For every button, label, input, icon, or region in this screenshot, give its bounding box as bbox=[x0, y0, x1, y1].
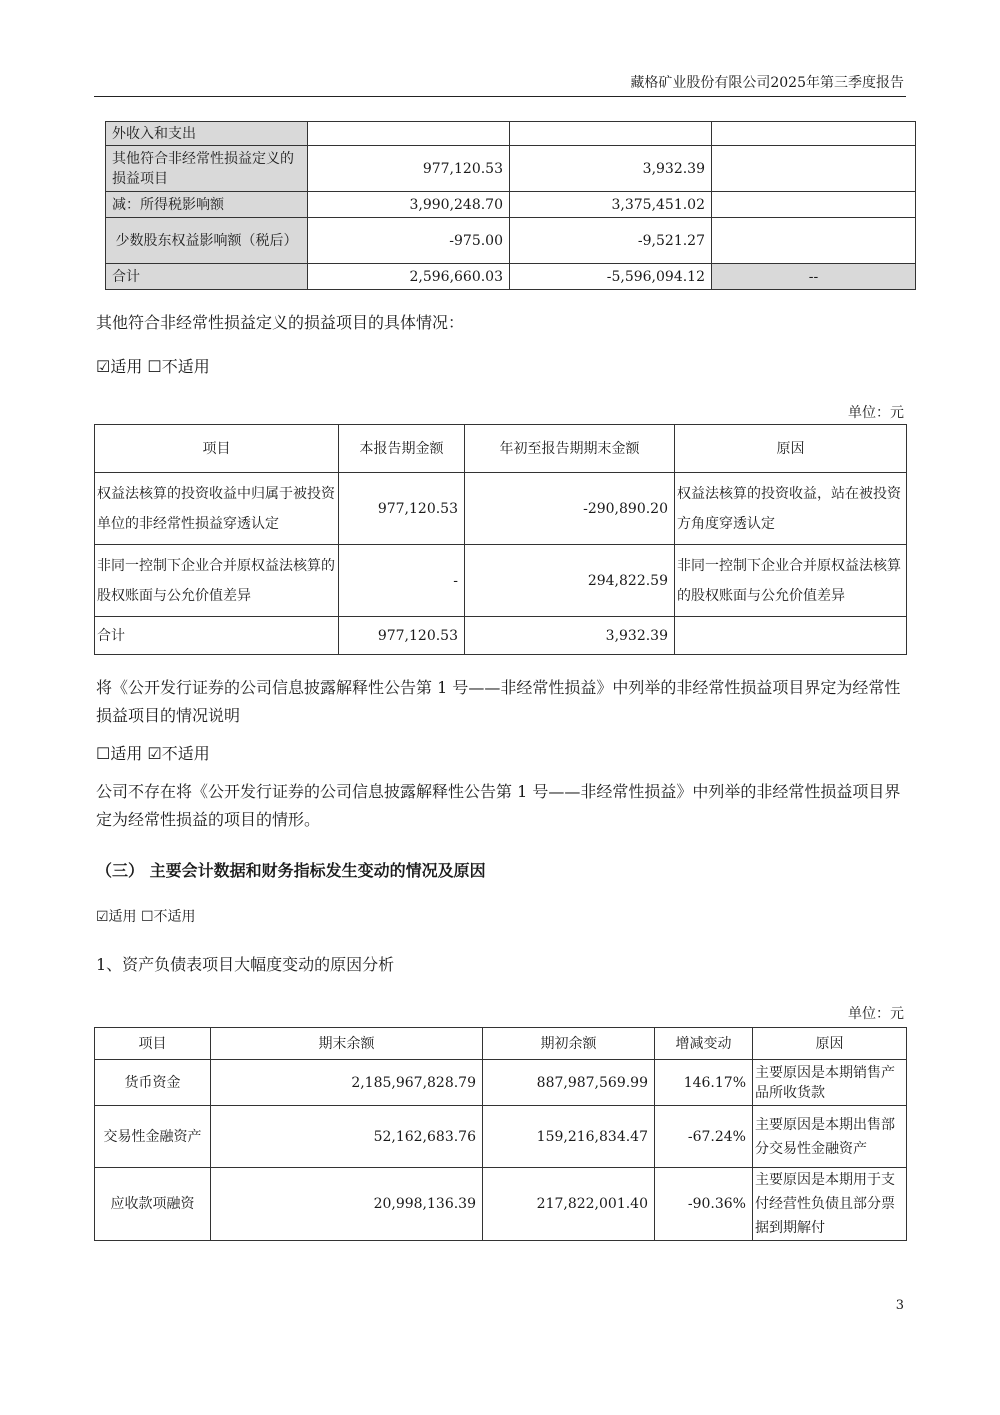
table-row bbox=[95, 1028, 907, 1060]
table-cell: -- bbox=[712, 264, 916, 290]
table-cell: 货币资金 bbox=[95, 1060, 211, 1106]
table-cell: 3,932.39 bbox=[510, 146, 712, 192]
table-cell: 少数股东权益影响额（税后） bbox=[106, 218, 308, 264]
balance-sheet-subheading: 1、资产负债表项目大幅度变动的原因分析 bbox=[96, 955, 395, 974]
table-cell: 主要原因是本期用于支付经营性负债且部分票据到期解付 bbox=[753, 1168, 907, 1241]
table-cell: 3,932.39 bbox=[465, 617, 675, 655]
table-cell bbox=[308, 122, 510, 146]
table-row bbox=[106, 218, 916, 264]
column-header: 本报告期金额 bbox=[339, 425, 465, 473]
table-cell: 外收入和支出 bbox=[106, 122, 308, 146]
table-row bbox=[106, 146, 916, 192]
table-cell: 52,162,683.76 bbox=[211, 1106, 483, 1168]
table-cell bbox=[712, 218, 916, 264]
balance-sheet-changes-table bbox=[94, 1027, 907, 1241]
table-cell: 217,822,001.40 bbox=[483, 1168, 655, 1241]
table-cell: 20,998,136.39 bbox=[211, 1168, 483, 1241]
table-cell bbox=[712, 192, 916, 218]
column-header: 年初至报告期期末金额 bbox=[465, 425, 675, 473]
column-header: 原因 bbox=[753, 1028, 907, 1060]
table-row bbox=[95, 545, 907, 617]
table-cell: 交易性金融资产 bbox=[95, 1106, 211, 1168]
table-cell: -975.00 bbox=[308, 218, 510, 264]
table-cell: 合计 bbox=[106, 264, 308, 290]
table-cell: 合计 bbox=[95, 617, 339, 655]
table-cell: 977,120.53 bbox=[339, 473, 465, 545]
table-cell bbox=[510, 122, 712, 146]
unit-label: 单位：元 bbox=[848, 405, 904, 421]
table-cell: 主要原因是本期出售部分交易性金融资产 bbox=[753, 1106, 907, 1168]
table-cell bbox=[675, 617, 907, 655]
table-cell: 非同一控制下企业合并原权益法核算的股权账面与公允价值差异 bbox=[675, 545, 907, 617]
column-header: 期末余额 bbox=[211, 1028, 483, 1060]
table-cell: -5,596,094.12 bbox=[510, 264, 712, 290]
table-cell: -290,890.20 bbox=[465, 473, 675, 545]
reclassification-note-heading: 将《公开发行证券的公司信息披露解释性公告第 1 号——非经常性损益》中列举的非经常性损益项目界定为经常性损益项目的情况说明 bbox=[96, 678, 901, 725]
table-cell: 146.17% bbox=[655, 1060, 753, 1106]
table-cell: -67.24% bbox=[655, 1106, 753, 1168]
table-cell: 其他符合非经常性损益定义的损益项目 bbox=[106, 146, 308, 192]
table-row bbox=[106, 122, 916, 146]
table-row bbox=[95, 1060, 907, 1106]
column-header: 期初余额 bbox=[483, 1028, 655, 1060]
table-row bbox=[95, 1106, 907, 1168]
applicable-checkbox-2: ☐适用 ☑不适用 bbox=[96, 744, 210, 763]
other-items-intro: 其他符合非经常性损益定义的损益项目的具体情况： bbox=[96, 313, 465, 332]
column-header: 增减变动 bbox=[655, 1028, 753, 1060]
non-recurring-continuation-table bbox=[105, 121, 916, 290]
table-cell: -9,521.27 bbox=[510, 218, 712, 264]
table-row bbox=[95, 473, 907, 545]
table-cell: 3,990,248.70 bbox=[308, 192, 510, 218]
column-header: 原因 bbox=[675, 425, 907, 473]
applicable-checkbox-1: ☑适用 ☐不适用 bbox=[96, 357, 210, 376]
table-row bbox=[95, 425, 907, 473]
table-cell: 应收款项融资 bbox=[95, 1168, 211, 1241]
table-cell: 3,375,451.02 bbox=[510, 192, 712, 218]
table-cell: 887,987,569.99 bbox=[483, 1060, 655, 1106]
table-cell: 977,120.53 bbox=[308, 146, 510, 192]
reclassification-statement: 公司不存在将《公开发行证券的公司信息披露解释性公告第 1 号——非经常性损益》中列举的非经常性损益项目界定为经常性损益的项目的情形。 bbox=[96, 782, 901, 829]
table-cell bbox=[712, 146, 916, 192]
table-cell: -90.36% bbox=[655, 1168, 753, 1241]
page-number: 3 bbox=[895, 1298, 904, 1313]
table-cell: 2,596,660.03 bbox=[308, 264, 510, 290]
column-header: 项目 bbox=[95, 425, 339, 473]
table-cell: 294,822.59 bbox=[465, 545, 675, 617]
table-cell: 权益法核算的投资收益，站在被投资方角度穿透认定 bbox=[675, 473, 907, 545]
page-header-title: 藏格矿业股份有限公司2025年第三季度报告 bbox=[630, 75, 904, 91]
table-row bbox=[106, 264, 916, 290]
section-heading: （三） 主要会计数据和财务指标发生变动的情况及原因 bbox=[96, 861, 486, 880]
table-row bbox=[106, 192, 916, 218]
table-cell: 减：所得税影响额 bbox=[106, 192, 308, 218]
table-cell: 权益法核算的投资收益中归属于被投资单位的非经常性损益穿透认定 bbox=[95, 473, 339, 545]
table-cell: 159,216,834.47 bbox=[483, 1106, 655, 1168]
unit-label: 单位：元 bbox=[848, 1006, 904, 1022]
applicable-checkbox-3: ☑适用 ☐不适用 bbox=[96, 909, 196, 925]
table-cell: 2,185,967,828.79 bbox=[211, 1060, 483, 1106]
column-header: 项目 bbox=[95, 1028, 211, 1060]
header-divider bbox=[94, 96, 906, 97]
table-cell bbox=[712, 122, 916, 146]
table-cell: 977,120.53 bbox=[339, 617, 465, 655]
other-items-detail-table bbox=[94, 424, 907, 655]
table-row bbox=[95, 1168, 907, 1241]
table-cell: 主要原因是本期销售产品所收货款 bbox=[753, 1060, 907, 1106]
table-row bbox=[95, 617, 907, 655]
table-cell: - bbox=[339, 545, 465, 617]
table-cell: 非同一控制下企业合并原权益法核算的股权账面与公允价值差异 bbox=[95, 545, 339, 617]
